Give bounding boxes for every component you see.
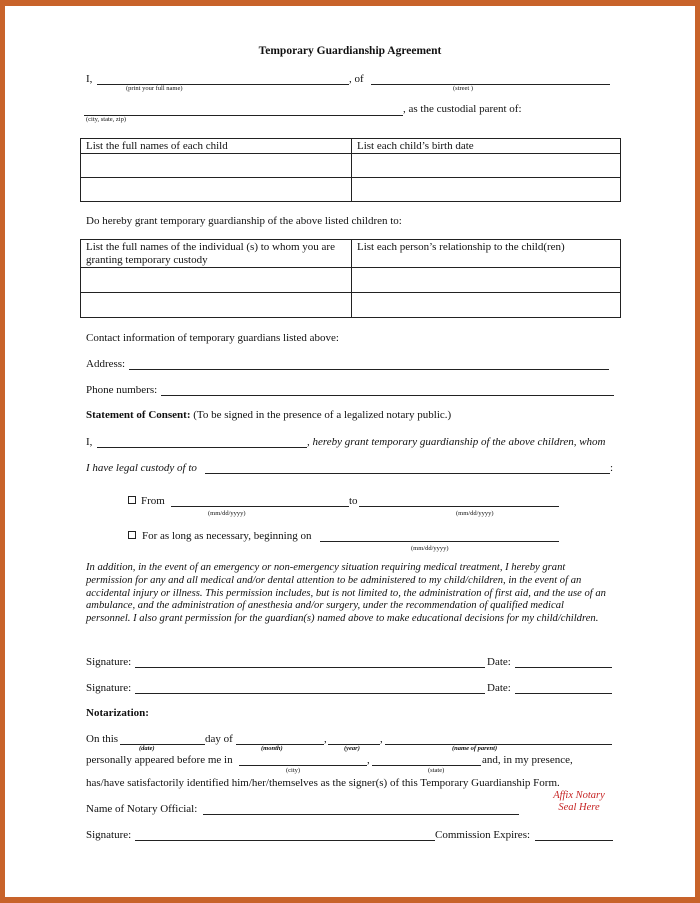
signature-field-1[interactable] xyxy=(135,667,485,668)
child-birthdate-cell[interactable] xyxy=(352,178,621,202)
i-label: I, xyxy=(86,73,93,85)
legal-custody-text: I have legal custody of to xyxy=(86,462,197,474)
as-long-label: For as long as necessary, beginning on xyxy=(142,530,312,542)
form-page xyxy=(5,6,695,897)
city-caption: (city) xyxy=(286,767,301,774)
phone-field[interactable] xyxy=(161,395,614,396)
notary-signature-field[interactable] xyxy=(135,840,435,841)
on-this-label: On this xyxy=(86,733,119,745)
commission-expires-field[interactable] xyxy=(535,840,613,841)
month-caption: (month) xyxy=(261,745,283,752)
notary-official-field[interactable] xyxy=(203,814,519,815)
from-checkbox[interactable] xyxy=(128,496,136,504)
notarization-heading: Notarization: xyxy=(86,707,149,719)
legal-custody-field[interactable] xyxy=(205,473,610,474)
consent-name-field[interactable] xyxy=(97,447,307,448)
medical-permission-paragraph: In addition, in the event of an emergency or non-emergency situation requiring medical treatment, I hereby grant permission for any and all medical and/or dental attention to be administered to my child/children, in the event of an accidental injury or illness. This permission includes, but is not limited to, the administration of first aid, and the use of an ambulance, and the administration of anesthesia and/or surgery, under the recommendation of qualified medical personnel. I also grant permission for the guardian(s) named above to make educational decisions for my child/children. xyxy=(86,562,606,625)
of-label: , of xyxy=(349,73,364,85)
city-field[interactable] xyxy=(239,765,367,766)
date-label-1: Date: xyxy=(487,656,511,668)
to-date-field[interactable] xyxy=(359,506,559,507)
day-of-label: day of xyxy=(205,733,233,745)
affix-seal-text xyxy=(539,790,619,814)
guardian-name-cell[interactable] xyxy=(81,268,352,293)
phone-label: Phone numbers: xyxy=(86,384,158,396)
consent-i-label: I, xyxy=(86,436,93,448)
comma-2: , xyxy=(380,733,383,745)
beginning-date-format: (mm/dd/yyyy) xyxy=(411,545,449,552)
consent-note: (To be signed in the presence of a legalized notary public.) xyxy=(193,409,452,421)
date-label-2: Date: xyxy=(487,682,511,694)
street-field[interactable] xyxy=(371,84,610,85)
child-name-cell[interactable] xyxy=(81,178,352,202)
signature-label-1: Signature: xyxy=(86,656,132,668)
custodial-parent-text: , as the custodial parent of: xyxy=(403,103,522,115)
year-caption: (year) xyxy=(344,745,360,752)
from-date-format: (mm/dd/yyyy) xyxy=(208,510,246,517)
seal-line-2: Seal Here xyxy=(558,802,600,813)
print-full-name-caption: (print your full name) xyxy=(126,85,183,92)
child-name-cell[interactable] xyxy=(81,154,352,178)
seal-line-1: Affix Notary xyxy=(553,790,605,801)
grant-text: Do hereby grant temporary guardianship of the above listed children to: xyxy=(86,215,402,227)
to-date-format: (mm/dd/yyyy) xyxy=(456,510,494,517)
to-label: to xyxy=(349,495,358,507)
address-label: Address: xyxy=(86,358,126,370)
consent-heading: Statement of Consent: xyxy=(86,409,191,421)
children-name-header: List the full names of each child xyxy=(81,139,352,154)
from-label: From xyxy=(141,495,165,507)
comma-3: , xyxy=(367,754,370,766)
date-field-1[interactable] xyxy=(515,667,612,668)
street-caption: (street ) xyxy=(453,85,474,92)
child-birthdate-cell[interactable] xyxy=(352,154,621,178)
guardians-table xyxy=(80,239,621,318)
guardian-relationship-header: List each person’s relationship to the child(ren) xyxy=(352,240,621,268)
in-presence-text: and, in my presence, xyxy=(482,754,573,766)
parent-caption: (name of parent) xyxy=(452,745,498,752)
date-caption: (date) xyxy=(139,745,155,752)
identified-text: has/have satisfactorily identified him/her/themselves as the signer(s) of this Temporary Guardianship Form. xyxy=(86,777,560,789)
children-table xyxy=(80,138,621,202)
guardian-name-header: List the full names of the individual (s) to whom you are granting temporary custody xyxy=(81,240,352,268)
city-state-zip-field[interactable] xyxy=(84,115,403,116)
colon: : xyxy=(610,462,614,474)
address-field[interactable] xyxy=(129,369,609,370)
as-long-checkbox[interactable] xyxy=(128,531,136,539)
children-birthdate-header: List each child’s birth date xyxy=(352,139,621,154)
consent-heading-row xyxy=(86,409,451,422)
hereby-grant-text: , hereby grant temporary guardianship of the above children, whom xyxy=(307,436,606,448)
notary-date-field[interactable] xyxy=(120,744,205,745)
commission-expires-label: Commission Expires: xyxy=(435,829,531,841)
guardian-name-cell[interactable] xyxy=(81,293,352,318)
guardian-relationship-cell[interactable] xyxy=(352,268,621,293)
beginning-date-field[interactable] xyxy=(320,541,559,542)
notary-official-label: Name of Notary Official: xyxy=(86,803,198,815)
parent-name-field[interactable] xyxy=(385,744,612,745)
appeared-text: personally appeared before me in xyxy=(86,754,233,766)
from-date-field[interactable] xyxy=(171,506,349,507)
guardian-relationship-cell[interactable] xyxy=(352,293,621,318)
signature-label-2: Signature: xyxy=(86,682,132,694)
state-field[interactable] xyxy=(372,765,481,766)
city-state-zip-caption: (city, state, zip) xyxy=(86,116,127,123)
contact-heading: Contact information of temporary guardians listed above: xyxy=(86,332,339,344)
notary-signature-label: Signature: xyxy=(86,829,132,841)
signature-field-2[interactable] xyxy=(135,693,485,694)
state-caption: (state) xyxy=(428,767,445,774)
date-field-2[interactable] xyxy=(515,693,612,694)
form-title: Temporary Guardianship Agreement xyxy=(258,45,442,57)
comma-1: , xyxy=(324,733,327,745)
